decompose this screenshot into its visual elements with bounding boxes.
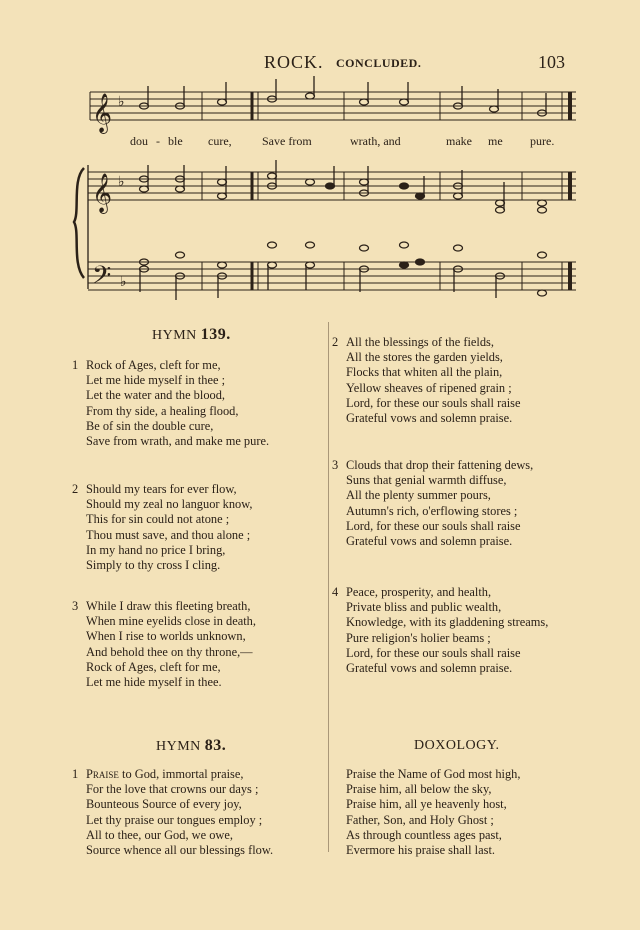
page-number: 103 bbox=[538, 52, 565, 72]
verse-line: Let me hide myself in thee. bbox=[86, 674, 222, 689]
verse-line: Let the water and the blood, bbox=[86, 388, 226, 403]
flat-icon: ♭ bbox=[118, 95, 125, 110]
hymn-number: 139. bbox=[200, 326, 231, 343]
verse-line: Grateful vows and solemn praise. bbox=[346, 533, 513, 548]
doxology-line: Evermore his praise shall last. bbox=[346, 842, 495, 857]
verse-line: Thou must save, and thou alone ; bbox=[86, 527, 251, 542]
verse-line: All to thee, our God, we owe, bbox=[86, 827, 233, 842]
verse-line: For the love that crowns our days ; bbox=[86, 782, 259, 797]
treble-clef-icon: 𝄞 bbox=[92, 93, 113, 133]
lyric-word: ble bbox=[168, 134, 183, 148]
verse-line: Lord, for these our souls shall raise bbox=[346, 645, 521, 660]
treble-staff-top bbox=[90, 92, 576, 120]
lyric-word: dou bbox=[130, 134, 148, 148]
lyric-word: wrath, and bbox=[350, 134, 401, 148]
verse-line: Let thy praise our tongues employ ; bbox=[86, 812, 263, 827]
verse-line: Suns that genial warmth diffuse, bbox=[346, 473, 507, 488]
verse-line: Let me hide myself in thee ; bbox=[86, 373, 226, 388]
verse-line: While I draw this fleeting breath, bbox=[86, 599, 251, 613]
doxology-line: Praise the Name of God most high, bbox=[346, 767, 521, 781]
verse-number: 1 bbox=[72, 767, 79, 781]
verse-line: Flocks that whiten all the plain, bbox=[346, 365, 503, 380]
lyric-word: Save from bbox=[262, 134, 312, 148]
verse-line: Simply to thy cross I cling. bbox=[86, 557, 221, 572]
verse-number: 3 bbox=[332, 458, 339, 472]
hymn-heading bbox=[152, 327, 231, 343]
verse-line: Grateful vows and solemn praise. bbox=[346, 410, 513, 425]
bass-staff bbox=[88, 262, 576, 290]
verse-line: Grateful vows and solemn praise. bbox=[346, 660, 513, 675]
verse-line: Rock of Ages, cleft for me, bbox=[86, 659, 221, 674]
lyric-word: me bbox=[488, 134, 503, 148]
verse-line: Private bliss and public wealth, bbox=[346, 600, 502, 615]
verse-line: Be of sin the double cure, bbox=[86, 418, 214, 433]
verse-line: Rock of Ages, cleft for me, bbox=[86, 358, 221, 372]
hymn-number: 83. bbox=[204, 737, 227, 754]
bass-clef-icon: 𝄢 bbox=[92, 261, 112, 296]
verse-number: 2 bbox=[332, 335, 339, 349]
flat-icon: ♭ bbox=[120, 275, 127, 290]
verse-line: Clouds that drop their fattening dews, bbox=[346, 458, 534, 472]
verse-line: Save from wrath, and make me pure. bbox=[86, 433, 270, 448]
first-line-rest: to God, immortal praise, bbox=[118, 767, 244, 781]
page-subtitle: CONCLUDED. bbox=[336, 56, 422, 70]
verse-line: In my hand no price I bring, bbox=[86, 542, 226, 557]
verse-number: 2 bbox=[72, 482, 79, 496]
verse-line bbox=[86, 767, 273, 782]
page-title: ROCK. bbox=[264, 52, 324, 72]
verse-line: Should my zeal no languor know, bbox=[86, 497, 253, 512]
verse-line: All the stores the garden yields, bbox=[346, 350, 503, 365]
verse-line: Bounteous Source of every joy, bbox=[86, 797, 242, 812]
verse-line: All the blessings of the fields, bbox=[346, 335, 494, 349]
lyric-word: - bbox=[156, 134, 160, 148]
verse-line: Autumn's rich, o'erflowing stores ; bbox=[346, 503, 518, 518]
treble-clef-icon: 𝄞 bbox=[92, 173, 113, 213]
music-score bbox=[0, 0, 640, 310]
verse-line: Yellow sheaves of ripened grain ; bbox=[346, 380, 512, 395]
hymn-label: HYMN bbox=[156, 739, 201, 754]
column-divider bbox=[328, 322, 329, 852]
verse-line: When I rise to worlds unknown, bbox=[86, 629, 246, 644]
verse-line: All the plenty summer pours, bbox=[346, 488, 491, 503]
verse-line: And behold thee on thy throne,— bbox=[86, 644, 253, 659]
flat-icon: ♭ bbox=[118, 175, 125, 190]
verse-line: Lord, for these our souls shall raise bbox=[346, 395, 521, 410]
doxology-heading: DOXOLOGY. bbox=[414, 738, 500, 753]
lyric-word: pure. bbox=[530, 134, 555, 148]
verse-number: 1 bbox=[72, 358, 79, 372]
lyrics-line bbox=[0, 134, 640, 152]
hymn-heading bbox=[156, 738, 226, 754]
doxology-line: Father, Son, and Holy Ghost ; bbox=[346, 812, 494, 827]
verse-line: Source whence all our blessings flow. bbox=[86, 842, 274, 857]
lyric-word: make bbox=[446, 134, 472, 148]
doxology-line: Praise him, all ye heavenly host, bbox=[346, 797, 507, 812]
hymn-label: HYMN bbox=[152, 328, 197, 343]
verse-line: Peace, prosperity, and health, bbox=[346, 585, 492, 599]
doxology-line: Praise him, all below the sky, bbox=[346, 782, 492, 797]
lyric-word: cure, bbox=[208, 134, 232, 148]
notes-bass bbox=[140, 242, 547, 300]
verse-line: When mine eyelids close in death, bbox=[86, 614, 256, 629]
brace-icon bbox=[74, 168, 84, 278]
notes-top bbox=[140, 76, 547, 116]
verse-line: This for sin could not atone ; bbox=[86, 512, 230, 527]
verse-line: Lord, for these our souls shall raise bbox=[346, 518, 521, 533]
first-word: Praise bbox=[86, 767, 119, 781]
verse-number: 4 bbox=[332, 585, 339, 599]
verse-line: Knowledge, with its gladdening streams, bbox=[346, 615, 549, 630]
verse-number: 3 bbox=[72, 599, 79, 613]
verse-line: From thy side, a healing flood, bbox=[86, 403, 239, 418]
doxology-line: As through countless ages past, bbox=[346, 827, 502, 842]
verse-line: Should my tears for ever flow, bbox=[86, 482, 237, 496]
verse-line: Pure religion's holier beams ; bbox=[346, 630, 491, 645]
